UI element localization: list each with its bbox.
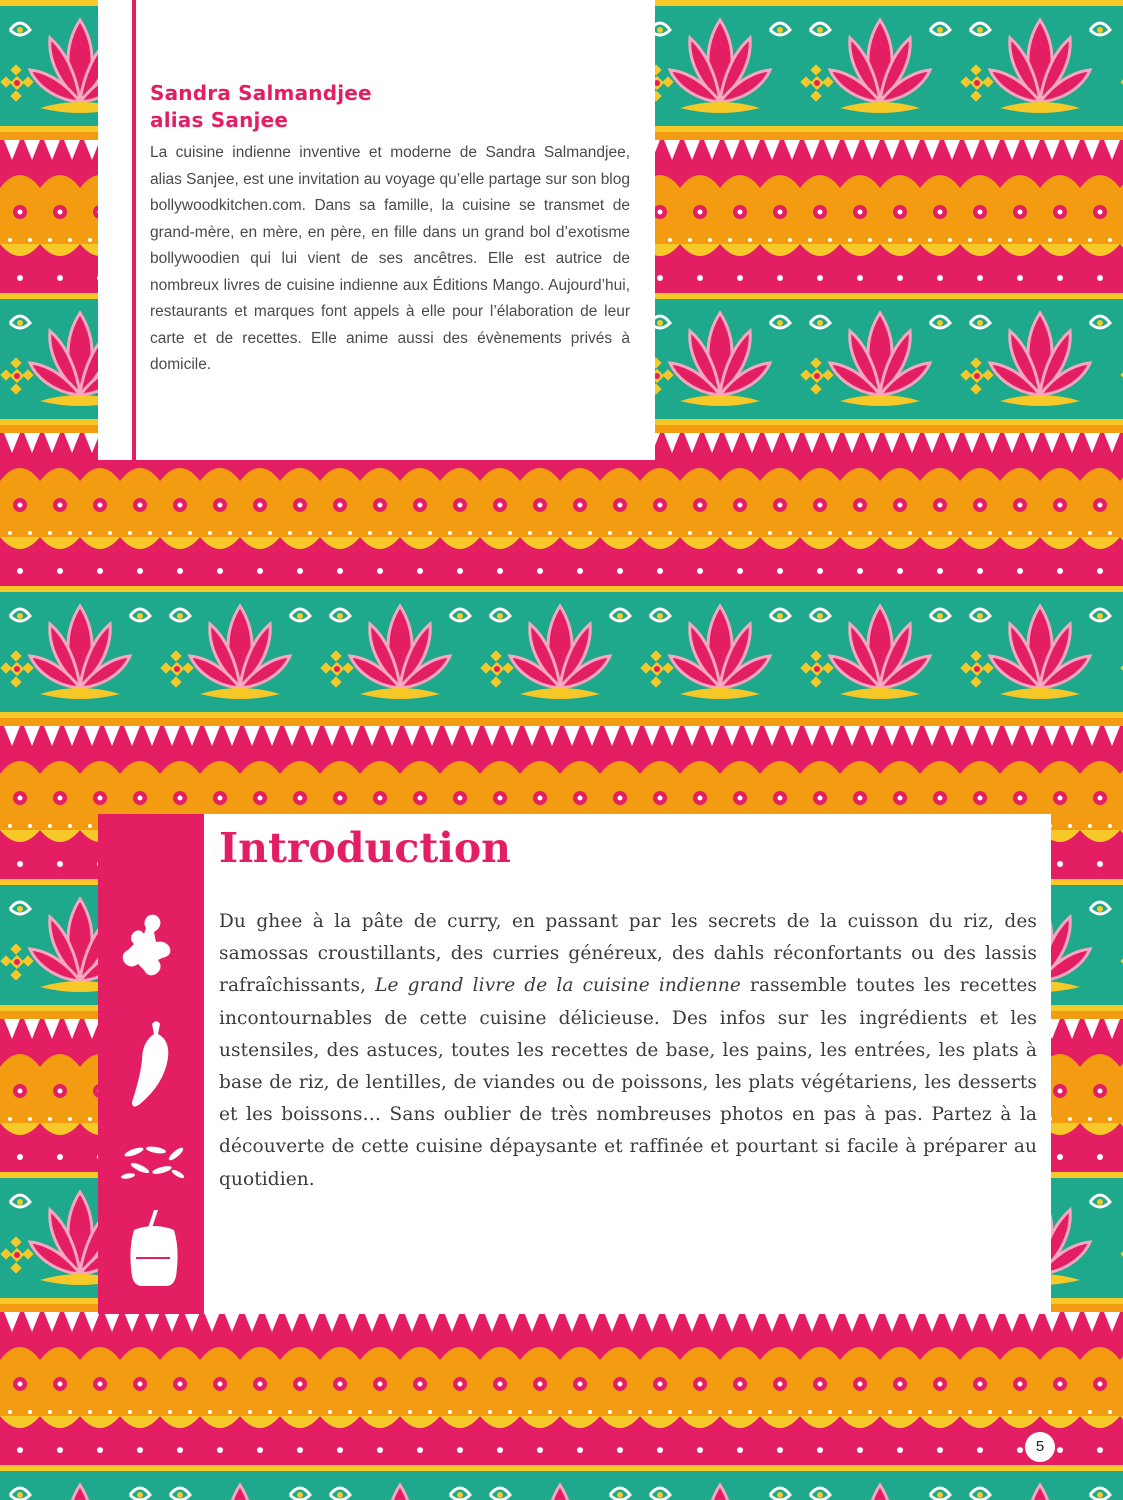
author-bio: La cuisine indienne inventive et moderne de Sandra Salmandjee, alias Sanjee, est une invitation au voyage qu’elle partage sur son blog bollywoodkitchen.com. Dans sa famille, la cuisine se transmet de grand-mère, en mère, en père, en fille dans un grand bol d’exotisme bollywoodien qui lui vient de ses ancêtres. Elle est autrice de nombreux livres de cuisine indienne aux Éditions Mango. Aujourd’hui, restaurants et marques font appels à elle pour l’élaboration de leur carte et de recettes. Elle anime aussi des évènements privés à domicile. [150,144,630,373]
chili-pepper-icon [118,1018,188,1110]
intro-text-before: Du ghee à la pâte de curry, en passant par les secrets de la cuisson du riz, des samossas croustillants, des curries généreux, des dahls réconfortants ou des lassis rafraîchissants, [219,911,1037,997]
intro-body [219,906,1037,1196]
author-name-line1: Sandra Salmandjee [150,81,372,105]
lassi-glass-icon [118,1208,188,1290]
intro-text-after: rassemble toutes les recettes incontournables de cette cuisine délicieuse. Des infos sur les ingrédients et les ustensiles, des astuces, toutes les recettes de base, les pains, les entrées, les plats à base de riz, de lentilles, de viandes ou de poissons, les plats végétariens, les desserts et les boissons… Sans oublier de très nombreuses photos en pas à pas. Partez à la découverte de cette cuisine dépaysante et raffinée et pourtant si facile à préparer au quotidien. [219,975,1037,1190]
ginger-icon [118,910,188,992]
page-number: 5 [1025,1432,1055,1462]
intro-title: Introduction [219,824,511,872]
book-title: Le grand livre de la cuisine indienne [375,975,741,997]
rice-grains-icon [118,1140,188,1184]
author-name [150,80,620,134]
author-accent-rule [132,0,136,460]
author-name-line2: alias Sanjee [150,108,289,132]
